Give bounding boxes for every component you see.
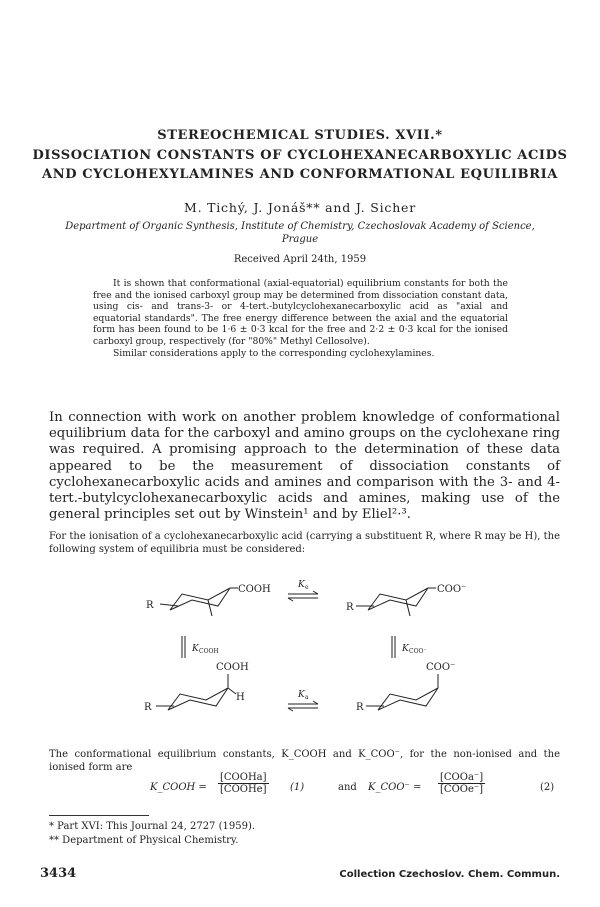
- eq-lhs-2: K_COO⁻ =: [368, 782, 422, 793]
- page-number: 3434: [40, 866, 77, 881]
- journal-name: Collection Czechoslov. Chem. Commun.: [339, 869, 560, 880]
- k-cooh: K: [192, 644, 199, 654]
- footnote-1: * Part XVI: This Journal 24, 2727 (1959).: [49, 821, 256, 832]
- equation-line: [150, 772, 560, 806]
- r-top-left: R: [146, 600, 154, 611]
- chair-bottom-left: [156, 674, 236, 710]
- eq-tag-2: (2): [540, 782, 555, 793]
- authors: M. Tichý, J. Jonáš** and J. Sicher: [183, 200, 417, 215]
- r-bottom-right: R: [356, 702, 364, 713]
- k-bottom-sub: a: [305, 694, 309, 701]
- eq-lhs-1: K_COOH =: [150, 782, 207, 793]
- cooh-top: COOH: [238, 584, 271, 595]
- intro-paragraph: In connection with work on another problem knowledge of conformational equilibrium data for the carboxyl and amino groups on the cyclohexane ring was required. A promising approach to the determination of these data appeared to be the measurement of dissociation constants of cyclohexanecarboxylic acids and amines and comparison with the 3- and 4-tert.-butylcyclohexanecarboxylic acids and amines, making use of the general principles set out by Winstein¹ and by Eliel²·³.: [49, 410, 560, 523]
- arrow-left-vertical: [182, 636, 219, 658]
- arrow-bottom: [288, 690, 318, 711]
- paragraph-2: For the ionisation of a cyclohexanecarboxylic acid (carrying a substituent R, where R may be H), the following system of equilibria must be considered:: [49, 531, 560, 555]
- paragraph-3: The conformational equilibrium constants, K_COOH and K_COO⁻, for the non-ionised and the ionised form are: [49, 749, 560, 773]
- affiliation: [60, 220, 540, 246]
- chair-bottom-right: [366, 674, 438, 710]
- affiliation-line-1: Department of Organic Synthesis, Institute of Chemistry, Czechoslovak Academy of Science,: [65, 221, 535, 232]
- arrow-top: [288, 580, 318, 601]
- eq-num-2: [COOa⁻]: [440, 772, 484, 783]
- arrow-right-vertical: [392, 636, 427, 658]
- abstract-paragraph-2: Similar considerations apply to the corresponding cyclohexylamines.: [113, 347, 435, 359]
- eq-fraction-2: [438, 772, 485, 795]
- title-line-2: DISSOCIATION CONSTANTS OF CYCLOHEXANECARBOXYLIC ACIDS: [32, 148, 568, 163]
- k-cooh-sub: COOH: [199, 648, 219, 655]
- coo-top: COO⁻: [437, 584, 467, 595]
- eq-den-1: [COOHe]: [220, 784, 267, 795]
- equilibrium-scheme: [120, 570, 480, 730]
- footnote-rule: [49, 815, 149, 816]
- chair-top-left: [160, 588, 238, 616]
- title-line-3: AND CYCLOHEXYLAMINES AND CONFORMATIONAL EQUILIBRIA: [42, 167, 558, 182]
- title-line-1: STEREOCHEMICAL STUDIES. XVII.*: [157, 128, 443, 143]
- cooh-bottom: COOH: [216, 662, 249, 673]
- r-top-right: R: [346, 602, 354, 613]
- eq-tag-1: (1): [290, 782, 305, 793]
- eq-fraction-1: [218, 772, 269, 795]
- eq-and: and: [338, 782, 357, 793]
- abstract-paragraph-1: It is shown that conformational (axial-equatorial) equilibrium constants for both the free and the ionised carboxyl group may be determined from dissociation constant data, using cis- and trans-3- or 4-tert.-butylcyclohexanecarboxylic acid as "axial and equatorial standards". The free energy difference between the axial and the equatorial form has been found to be 1·6 ± 0·3 kcal for the free and 2·2 ± 0·3 kcal for the ionised carboxyl group, respectively (for "80%" Methyl Cellosolve).: [93, 278, 508, 347]
- affiliation-line-2: Prague: [281, 234, 319, 245]
- eq-den-2: [COOe⁻]: [440, 784, 484, 795]
- abstract: [93, 278, 508, 359]
- k-coo-sub: COO⁻: [409, 648, 427, 655]
- k-coo: K: [402, 644, 409, 654]
- k-top-sub: e: [305, 584, 309, 591]
- coo-bottom: COO⁻: [426, 662, 456, 673]
- received-date: Received April 24th, 1959: [233, 254, 367, 265]
- k-bottom: K: [298, 690, 305, 700]
- r-bottom-left: R: [144, 702, 152, 713]
- h-bottom: H: [236, 692, 245, 703]
- eq-num-1: [COOHa]: [220, 772, 267, 783]
- chair-top-right: [356, 588, 436, 616]
- k-top: K: [298, 580, 305, 590]
- footnote-2: ** Department of Physical Chemistry.: [49, 835, 239, 846]
